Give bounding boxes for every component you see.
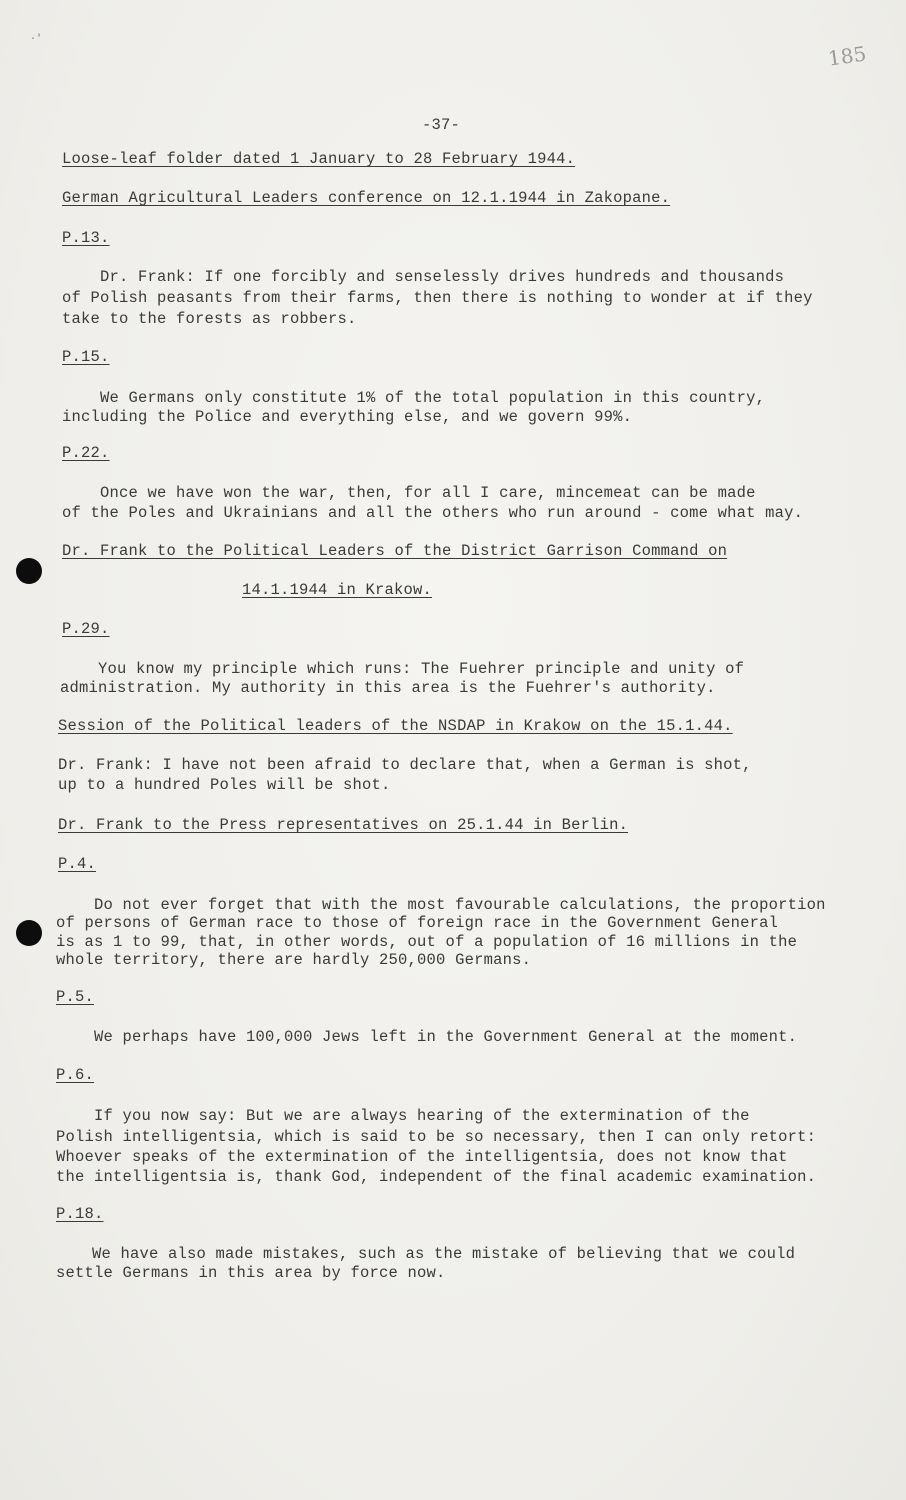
p6-line-3: Whoever speaks of the extermination of the intelligentsia, does not know that <box>56 1148 788 1166</box>
p4-line-1: Do not ever forget that with the most favourable calculations, the proportion <box>94 896 826 914</box>
p22-line-1: Once we have won the war, then, for all I care, mincemeat can be made <box>100 484 756 502</box>
ref-p29: P.29. <box>62 620 110 638</box>
p6-line-1: If you now say: But we are always hearing of the extermination of the <box>94 1107 750 1125</box>
p5-line-1: We perhaps have 100,000 Jews left in the Government General at the moment. <box>94 1028 798 1046</box>
ref-p13: P.13. <box>62 229 110 247</box>
heading-political-leaders-line-1: Dr. Frank to the Political Leaders of the District Garrison Command on <box>62 542 728 560</box>
ref-p5: P.5. <box>56 988 95 1006</box>
ref-p4: P.4. <box>58 855 97 873</box>
punch-hole-lower <box>16 920 42 946</box>
p15-line-1: We Germans only constitute 1% of the total population in this country, <box>100 389 766 407</box>
p6-line-4: the intelligentsia is, thank God, independent of the final academic examination. <box>56 1168 817 1186</box>
pencil-page-mark: 185 <box>826 41 868 71</box>
p13-line-2: of Polish peasants from their farms, then there is nothing to wonder at if they <box>62 289 813 307</box>
p22-line-2: of the Poles and Ukrainians and all the others who run around - come what may. <box>62 504 804 522</box>
nsdap-line-1: Dr. Frank: I have not been afraid to declare that, when a German is shot, <box>58 756 752 774</box>
p29-line-1: You know my principle which runs: The Fuehrer principle and unity of <box>98 660 745 678</box>
ref-p15: P.15. <box>62 348 110 366</box>
page-speck: ·' <box>30 34 43 45</box>
p15-line-2: including the Police and everything else, and we govern 99%. <box>62 408 633 426</box>
ref-p6: P.6. <box>56 1066 95 1084</box>
heading-folder: Loose-leaf folder dated 1 January to 28 February 1944. <box>62 150 576 168</box>
heading-nsdap-session: Session of the Political leaders of the NSDAP in Krakow on the 15.1.44. <box>58 717 733 735</box>
punch-hole-upper <box>16 558 42 584</box>
p13-line-1: Dr. Frank: If one forcibly and senselessly drives hundreds and thousands <box>100 268 785 286</box>
p4-line-3: is as 1 to 99, that, in other words, out of a population of 16 millions in the <box>56 933 798 951</box>
ref-p18: P.18. <box>56 1205 104 1223</box>
page-number: -37- <box>422 116 461 134</box>
p4-line-2: of persons of German race to those of foreign race in the Government General <box>56 914 779 932</box>
nsdap-line-2: up to a hundred Poles will be shot. <box>58 776 391 794</box>
p4-line-4: whole territory, there are hardly 250,000 Germans. <box>56 951 532 969</box>
p18-line-1: We have also made mistakes, such as the mistake of believing that we could <box>92 1245 796 1263</box>
p13-line-3: take to the forests as robbers. <box>62 310 357 328</box>
heading-political-leaders-line-2: 14.1.1944 in Krakow. <box>242 581 433 599</box>
p6-line-2: Polish intelligentsia, which is said to be so necessary, then I can only retort: <box>56 1128 817 1146</box>
heading-press: Dr. Frank to the Press representatives on 25.1.44 in Berlin. <box>58 816 629 834</box>
p29-line-2: administration. My authority in this area is the Fuehrer's authority. <box>60 679 716 697</box>
heading-conference: German Agricultural Leaders conference on 12.1.1944 in Zakopane. <box>62 189 671 207</box>
p18-line-2: settle Germans in this area by force now. <box>56 1264 446 1282</box>
ref-p22: P.22. <box>62 444 110 462</box>
